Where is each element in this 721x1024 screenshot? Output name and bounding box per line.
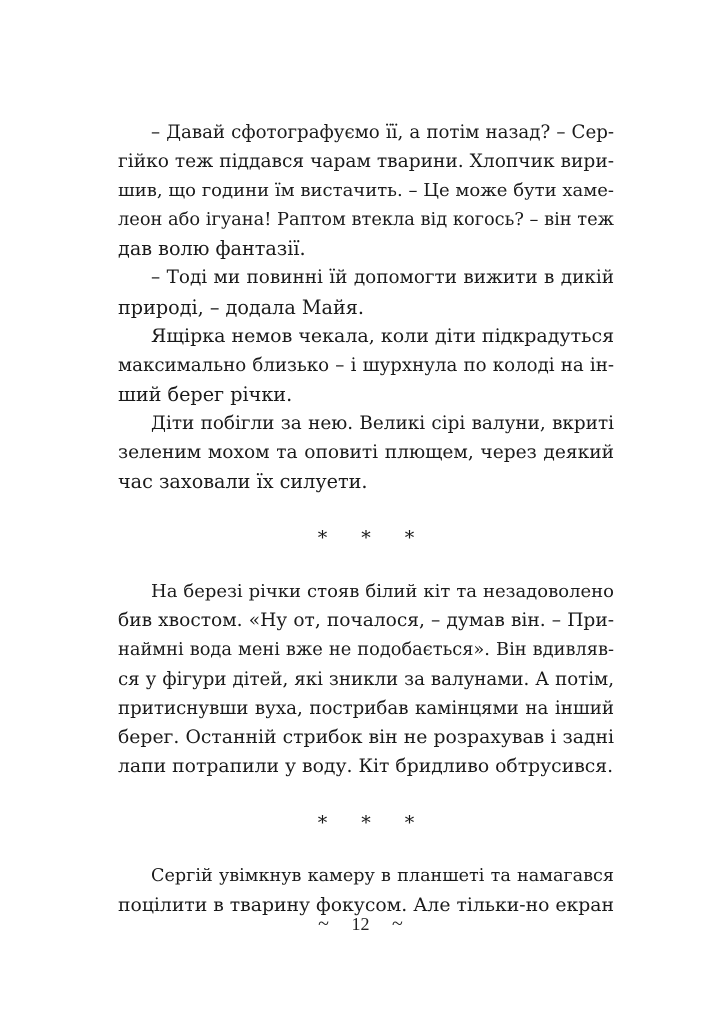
text-line: ся у фігури дітей, які зникли за валунами. А потім, [118, 668, 614, 690]
text-line: Діти побігли за нею. Великі сірі валуни, вкриті [151, 412, 614, 434]
text-line: На березі річки стояв білий кіт та незадоволено [151, 581, 614, 603]
text-line: час заховали їх силуети. [118, 470, 368, 494]
text-line: максимально близько – і шурхнула по колоді на ін- [118, 354, 614, 376]
paragraph [118, 118, 614, 263]
text-line: гійко теж піддався чарам тварини. Хлопчик вири- [118, 151, 614, 173]
text-line: – Давай сфотографуємо її, а потім назад? – Сер- [151, 122, 614, 143]
paragraph [118, 322, 614, 409]
tilde-ornament-right: ~ [392, 913, 403, 935]
page-body [118, 118, 614, 920]
text-line: бив хвостом. «Ну от, почалося, – думав він. – При- [118, 610, 614, 632]
text-line: наймні вода мені вже не подобається». Він вдивляв- [118, 639, 614, 661]
paragraph [118, 862, 614, 920]
text-line: берег. Останній стрибок він не розрахував і задні [118, 726, 614, 748]
section-separator: * * * [317, 811, 429, 834]
paragraph [118, 409, 614, 496]
text-line: шив, що години їм вистачить. – Це може бути хаме- [118, 180, 614, 202]
text-line: ший берег річки. [118, 382, 293, 406]
paragraph [118, 577, 614, 781]
text-line: дав волю фантазії. [118, 237, 306, 261]
page-number: 12 [351, 914, 370, 934]
text-line: притиснувши вуха, пострибав камінцями на інший [118, 697, 614, 719]
text-line: Ящірка немов чекала, коли діти підкрадуться [151, 324, 615, 347]
text-line: Сергій увімкнув камеру в планшеті та намагався [151, 865, 614, 886]
paragraph [118, 263, 614, 321]
text-line: поцілити в тварину фокусом. Але тільки-но екран [118, 894, 614, 916]
text-line: – Тоді ми повинні їй допомогти вижити в дикій [151, 267, 614, 289]
page-footer [0, 913, 721, 936]
text-line: лапи потрапили у воду. Кіт бридливо обтрусився. [118, 755, 614, 777]
tilde-ornament-left: ~ [318, 913, 329, 935]
text-line: леон або ігуана! Раптом втекла від когось? – він теж [118, 209, 614, 231]
text-line: природі, – додала Майя. [118, 295, 364, 319]
text-line: зеленим мохом та оповиті плющем, через деякий [118, 442, 614, 464]
section-separator: * * * [317, 527, 429, 550]
